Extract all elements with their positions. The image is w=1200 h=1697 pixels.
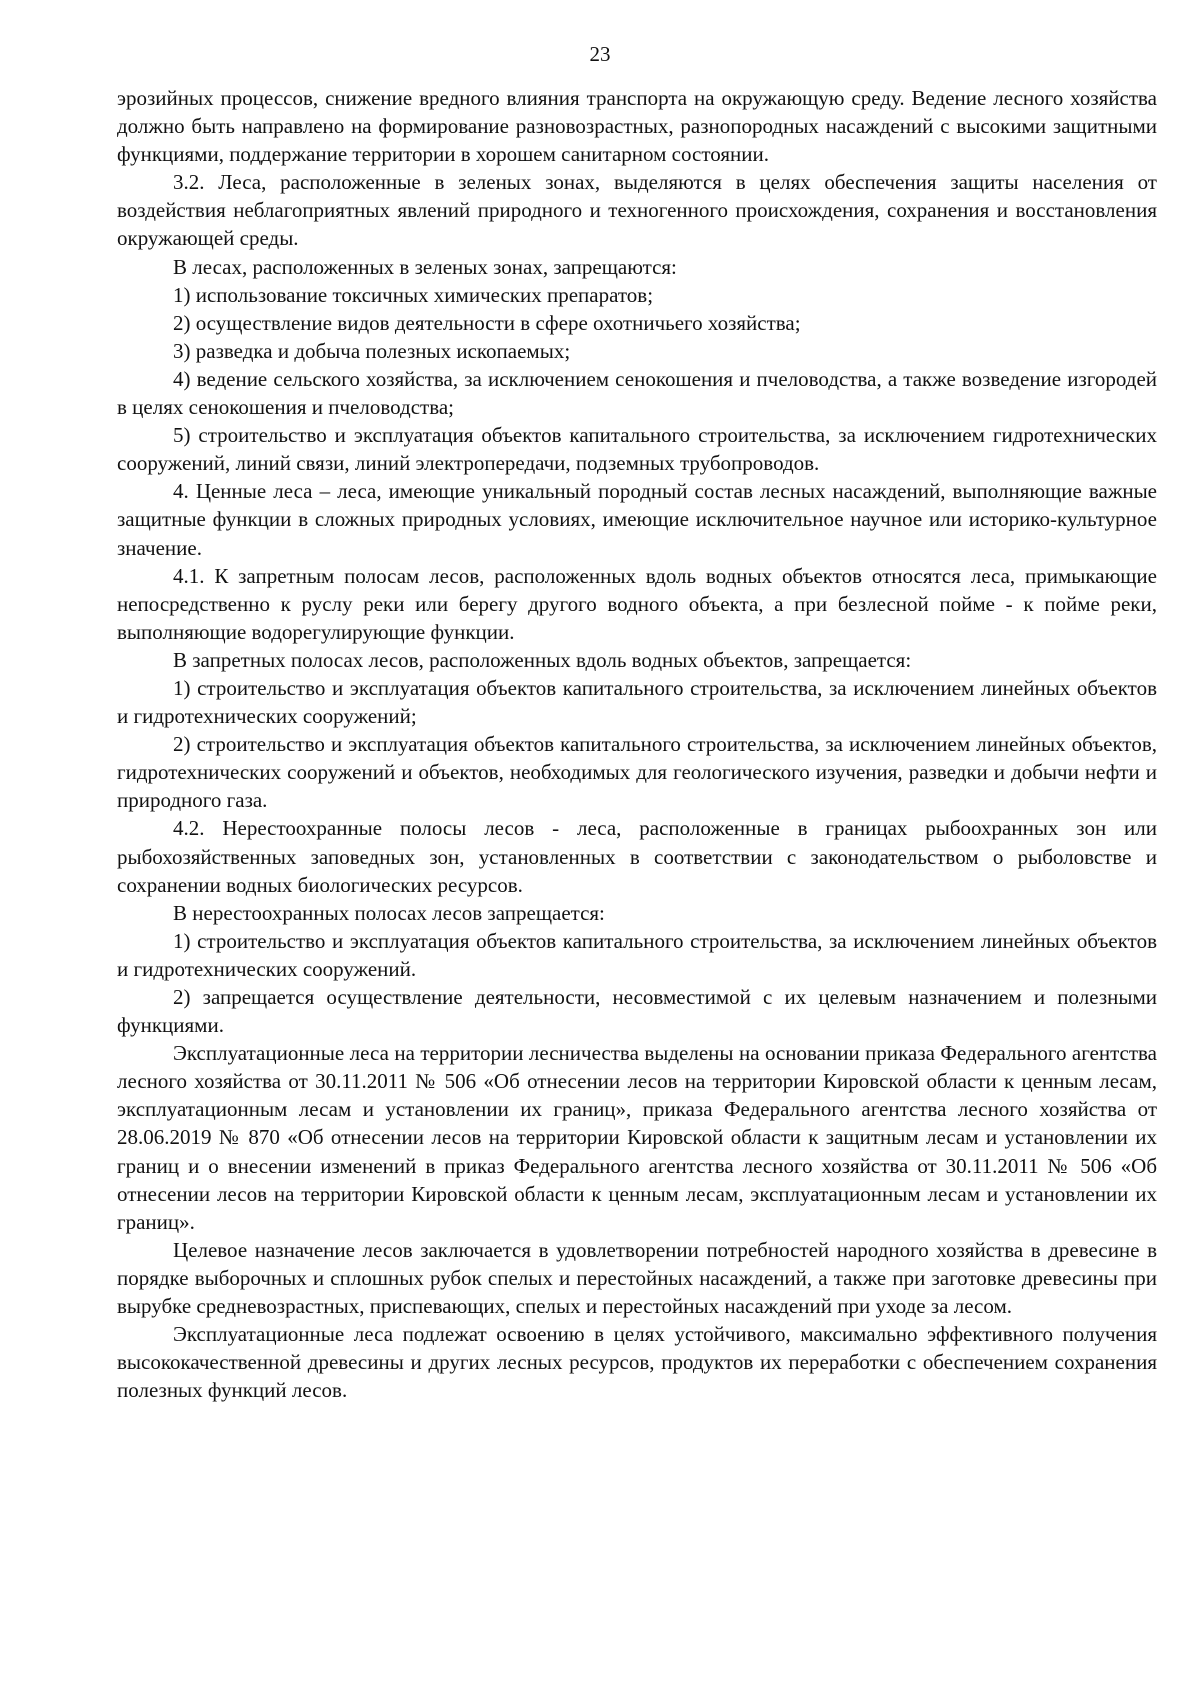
paragraph: Эксплуатационные леса на территории лесничества выделены на основании приказа Федерального агентства лесного хозяйства от 30.11.2011 № 506 «Об отнесении лесов на территории Кировской области к ценным лесам, эксплуатационным лесам и установлении их границ», приказа Федерального агентства лесного хозяйства от 28.06.2019 № 870 «Об отнесении лесов на территории Кировской области к защитным лесам и установлении их границ и о внесении изменений в приказ Федерального агентства лесного хозяйства от 30.11.2011 № 506 «Об отнесении лесов на территории Кировской области к ценным лесам, эксплуатационным лесам и установлении их границ». [117,1041,1157,1234]
paragraph: 4. Ценные леса – леса, имеющие уникальный породный состав лесных насаждений, выполняющие важные защитные функции в сложных природных условиях, имеющие исключительное научное или историко-культурное значение. [117,479,1157,560]
list-item: 2) осуществление видов деятельности в сфере охотничьего хозяйства; [173,310,801,335]
paragraph: В запретных полосах лесов, расположенных вдоль водных объектов, запрещается: [173,647,912,672]
list-item: 1) использование токсичных химических препаратов; [173,282,654,307]
list-item: 5) строительство и эксплуатация объектов капитального строительства, за исключением гидротехнических сооружений, линий связи, линий электропередачи, подземных трубопроводов. [117,423,1157,476]
paragraph: 3.2. Леса, расположенные в зеленых зонах, выделяются в целях обеспечения защиты населения от воздействия неблагоприятных явлений природного и техногенного происхождения, сохранения и восстановления окружающей среды. [117,170,1157,251]
list-item: 2) строительство и эксплуатация объектов капитального строительства, за исключением линейных объектов, гидротехнических сооружений и объектов, необходимых для геологического изучения, разведки и добычи нефти и природного газа. [117,732,1157,813]
list-item: 1) строительство и эксплуатация объектов капитального строительства, за исключением линейных объектов и гидротехнических сооружений. [117,928,1157,981]
paragraph: Эксплуатационные леса подлежат освоению в целях устойчивого, максимально эффективного получения высококачественной древесины и других лесных ресурсов, продуктов их переработки с обеспечением сохранения полезных функций лесов. [117,1322,1157,1403]
paragraph: 4.1. К запретным полосам лесов, расположенных вдоль водных объектов относятся леса, примыкающие непосредственно к руслу реки или берегу другого водного объекта, а при безлесной пойме - к пойме реки, выполняющие водорегулирующие функции. [117,563,1157,644]
list-item: 1) строительство и эксплуатация объектов капитального строительства, за исключением линейных объектов и гидротехнических сооружений; [117,675,1157,729]
list-item: 4) ведение сельского хозяйства, за исключением сенокошения и пчеловодства, а также возведение изгородей в целях сенокошения и пчеловодства; [117,366,1157,420]
page-number: 23 [589,42,611,66]
paragraph: В нерестоохранных полосах лесов запрещается: [173,900,605,925]
paragraph: 4.2. Нерестоохранные полосы лесов - леса, расположенные в границах рыбоохранных зон или рыбохозяйственных заповедных зон, установленных в соответствии с законодательством о рыболовстве и сохранении водных биологических ресурсов. [117,816,1157,897]
paragraph: эрозийных процессов, снижение вредного влияния транспорта на окружающую среду. Ведение лесного хозяйства должно быть направлено на формирование разновозрастных, разнопородных насаждений с высокими защитными функциями, поддержание территории в хорошем санитарном состоянии. [117,86,1157,167]
paragraph: В лесах, расположенных в зеленых зонах, запрещаются: [173,254,677,279]
document-body [117,84,1157,1404]
list-item: 2) запрещается осуществление деятельности, несовместимой с их целевым назначением и полезными функциями. [117,985,1157,1038]
paragraph: Целевое назначение лесов заключается в удовлетворении потребностей народного хозяйства в древесине в порядке выборочных и сплошных рубок спелых и перестойных насаждений, а также при заготовке древесины при вырубке средневозрастных, приспевающих, спелых и перестойных насаждений при уходе за лесом. [117,1237,1157,1319]
list-item: 3) разведка и добыча полезных ископаемых; [173,338,571,363]
